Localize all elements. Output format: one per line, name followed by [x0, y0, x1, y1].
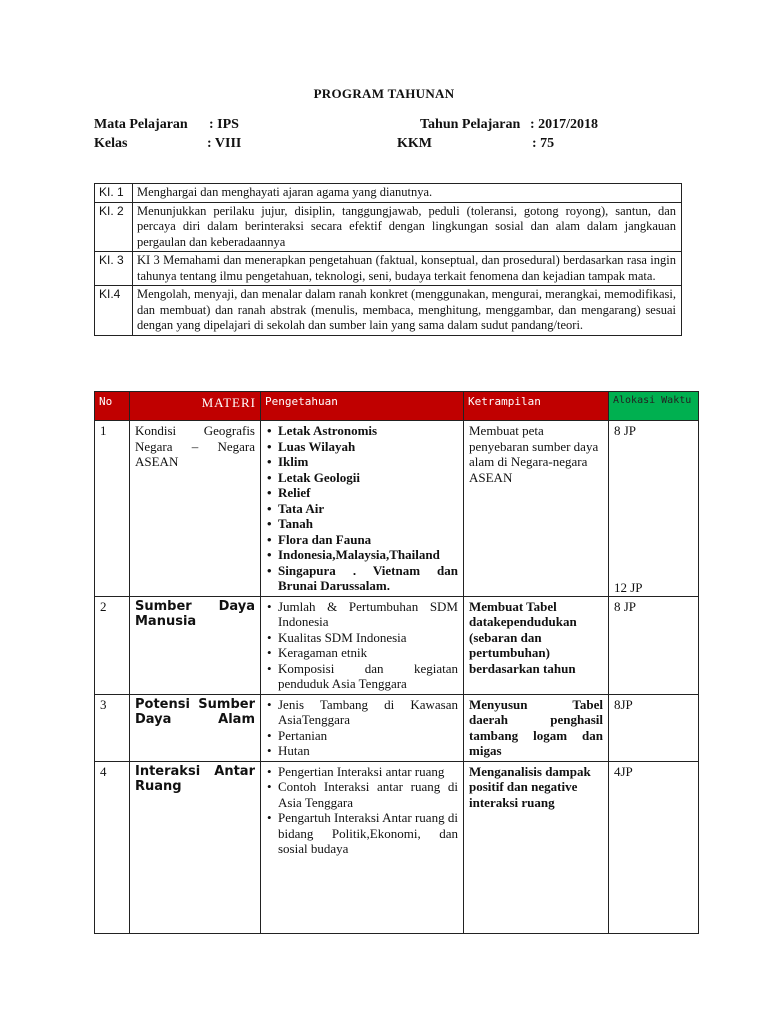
list-item: • Hutan: [266, 743, 458, 759]
ki-code: KI.4: [95, 286, 133, 336]
row-ketrampilan: Menyusun Tabel daerah penghasil tambang logam dan migas: [464, 694, 609, 761]
table-header-row: [95, 392, 699, 421]
ki-table: [94, 183, 682, 336]
table-row: [95, 596, 699, 694]
row-alokasi: 4JP: [609, 761, 699, 933]
list-item: • Relief: [266, 485, 458, 501]
header-alokasi: Alokasi Waktu: [609, 392, 699, 421]
header-no: No: [95, 392, 130, 421]
list-item: • Singapura . Vietnam dan Brunai Darussalam.: [266, 563, 458, 594]
header-ketrampilan: Ketrampilan: [464, 392, 609, 421]
row-ketrampilan: Membuat peta penyebaran sumber daya alam di Negara-negara ASEAN: [464, 421, 609, 597]
row-materi: Potensi Sumber Daya Alam: [130, 694, 261, 761]
table-row: [95, 694, 699, 761]
ki-code: KI. 1: [95, 184, 133, 203]
row-alokasi: 8JP: [609, 694, 699, 761]
row-materi: Interaksi Antar Ruang: [130, 761, 261, 933]
header-pengetahuan: Pengetahuan: [261, 392, 464, 421]
list-item: • Indonesia,Malaysia,Thailand: [266, 547, 458, 563]
tahun-value: : 2017/2018: [530, 117, 599, 132]
row-ketrampilan: Membuat Tabel datakependudukan (sebaran dan pertumbuhan) berdasarkan tahun: [464, 596, 609, 694]
row-materi: Kondisi Geografis Negara – Negara ASEAN: [130, 421, 261, 597]
list-item: • Jumlah & Pertumbuhan SDM Indonesia: [266, 599, 458, 630]
row-alokasi: 8 JP: [609, 596, 699, 694]
table-row: [95, 421, 699, 597]
kkm-value: : 75: [532, 136, 555, 151]
list-item: • Tata Air: [266, 501, 458, 517]
ki-code: KI. 3: [95, 252, 133, 286]
row-no: 2: [95, 596, 130, 694]
list-item: • Contoh Interaksi antar ruang di Asia Tenggara: [266, 779, 458, 810]
row-ketrampilan: Menganalisis dampak positif dan negative interaksi ruang: [464, 761, 609, 933]
list-item: • Luas Wilayah: [266, 439, 458, 455]
list-item: • Iklim: [266, 454, 458, 470]
row-no: 3: [95, 694, 130, 761]
ki-text: Mengolah, menyaji, dan menalar dalam ranah konkret (menggunakan, mengurai, merangkai, memodifikasi, dan membuat) dan ranah abstrak (menulis, membaca, menghitung, menggambar, dan mengarang) sesuai dengan yang dipelajari di sekolah dan sumber lain yang sama dalam sudut pandang/teori.: [133, 286, 682, 336]
row-pengetahuan: [261, 694, 464, 761]
kelas-value: : VIII: [207, 136, 242, 151]
row-materi: Sumber Daya Manusia: [130, 596, 261, 694]
list-item: • Letak Astronomis: [266, 423, 458, 439]
list-item: • Pengartuh Interaksi Antar ruang di bidang Politik,Ekonomi, dan sosial budaya: [266, 810, 458, 857]
list-item: • Komposisi dan kegiatan penduduk Asia Tenggara: [266, 661, 458, 692]
list-item: • Flora dan Fauna: [266, 532, 458, 548]
ki-row: [95, 184, 682, 203]
ki-row: [95, 252, 682, 286]
kkm-label: KKM: [397, 136, 432, 151]
list-item: • Keragaman etnik: [266, 645, 458, 661]
row-no: 1: [95, 421, 130, 597]
row-pengetahuan: [261, 596, 464, 694]
row-pengetahuan: [261, 421, 464, 597]
mapel-value: : IPS: [209, 117, 239, 132]
materi-table: [94, 391, 699, 934]
list-item: • Pengertian Interaksi antar ruang: [266, 764, 458, 780]
page-title: PROGRAM TAHUNAN: [313, 86, 455, 101]
mapel-label: Mata Pelajaran: [94, 117, 188, 132]
list-item: • Kualitas SDM Indonesia: [266, 630, 458, 646]
tahun-label: Tahun Pelajaran: [420, 117, 521, 132]
row-alokasi: [609, 421, 699, 597]
kelas-label: Kelas: [94, 136, 128, 151]
row-pengetahuan: [261, 761, 464, 933]
ki-text: Menunjukkan perilaku jujur, disiplin, tanggungjawab, peduli (toleransi, gotong royong), santun, dan percaya diri dalam berinteraksi secara efektif dengan lingkungan sosial dan alam dalam jangkauan pergaulan dan keberadaannya: [133, 202, 682, 252]
ki-text: KI 3 Memahami dan menerapkan pengetahuan (faktual, konseptual, dan prosedural) berdasarkan rasa ingin tahunya tentang ilmu pengetahuan, teknologi, seni, budaya terkait fenomena dan kejadian tampak mata.: [133, 252, 682, 286]
ki-row: [95, 286, 682, 336]
alokasi-total: 12 JP: [614, 580, 643, 595]
ki-code: KI. 2: [95, 202, 133, 252]
list-item: • Jenis Tambang di Kawasan AsiaTenggara: [266, 697, 458, 728]
row-no: 4: [95, 761, 130, 933]
list-item: • Pertanian: [266, 728, 458, 744]
list-item: • Letak Geologii: [266, 470, 458, 486]
table-row: [95, 761, 699, 933]
ki-text: Menghargai dan menghayati ajaran agama yang dianutnya.: [133, 184, 682, 203]
header-materi: MATERI: [130, 392, 261, 421]
list-item: • Tanah: [266, 516, 458, 532]
alokasi-value: 8 JP: [614, 423, 637, 438]
ki-row: [95, 202, 682, 252]
